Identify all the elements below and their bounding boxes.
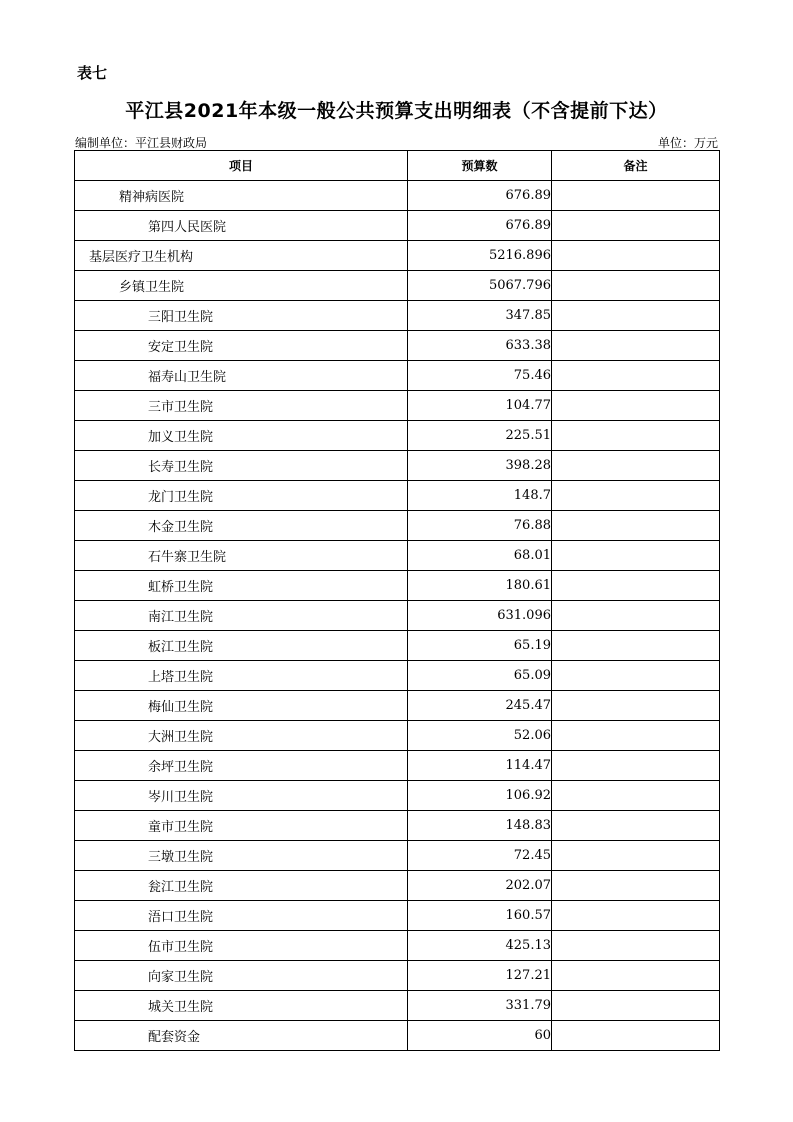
row-item-name: 向家卫生院 [75, 961, 408, 991]
row-amount: 148.7 [408, 481, 552, 511]
table-row [75, 331, 720, 361]
table-row [75, 361, 720, 391]
row-remark [552, 961, 720, 991]
table-row [75, 451, 720, 481]
row-remark [552, 991, 720, 1021]
table-row [75, 571, 720, 601]
row-remark [552, 901, 720, 931]
row-item-name: 南江卫生院 [75, 601, 408, 631]
row-item-name: 三阳卫生院 [75, 301, 408, 331]
row-item-name: 板江卫生院 [75, 631, 408, 661]
row-remark [552, 631, 720, 661]
row-amount: 676.89 [408, 181, 552, 211]
table-row [75, 481, 720, 511]
row-amount: 398.28 [408, 451, 552, 481]
table-meta [75, 134, 718, 150]
column-header-amount: 预算数 [408, 151, 552, 181]
row-remark [552, 361, 720, 391]
row-remark [552, 301, 720, 331]
row-item-name: 余坪卫生院 [75, 751, 408, 781]
row-remark [552, 181, 720, 211]
table-row [75, 181, 720, 211]
row-amount: 631.096 [408, 601, 552, 631]
row-amount: 347.85 [408, 301, 552, 331]
row-remark [552, 1021, 720, 1051]
currency-unit: 单位：万元 [657, 136, 718, 150]
row-item-name: 虹桥卫生院 [75, 571, 408, 601]
row-item-name: 上塔卫生院 [75, 661, 408, 691]
row-amount: 60 [408, 1021, 552, 1051]
table-body [75, 181, 720, 1051]
column-header-remark: 备注 [552, 151, 720, 181]
row-item-name: 乡镇卫生院 [75, 271, 408, 301]
row-amount: 75.46 [408, 361, 552, 391]
row-remark [552, 811, 720, 841]
row-amount: 160.57 [408, 901, 552, 931]
table-row [75, 901, 720, 931]
row-item-name: 三墩卫生院 [75, 841, 408, 871]
table-row [75, 691, 720, 721]
budget-table [74, 150, 720, 1051]
row-amount: 245.47 [408, 691, 552, 721]
row-amount: 106.92 [408, 781, 552, 811]
row-remark [552, 841, 720, 871]
row-remark [552, 721, 720, 751]
compiling-unit: 编制单位：平江县财政局 [75, 136, 208, 150]
table-row [75, 541, 720, 571]
row-item-name: 大洲卫生院 [75, 721, 408, 751]
row-item-name: 岑川卫生院 [75, 781, 408, 811]
row-item-name: 配套资金 [75, 1021, 408, 1051]
table-row [75, 211, 720, 241]
row-amount: 425.13 [408, 931, 552, 961]
row-amount: 5216.896 [408, 241, 552, 271]
row-amount: 633.38 [408, 331, 552, 361]
row-item-name: 伍市卫生院 [75, 931, 408, 961]
table-row [75, 271, 720, 301]
row-amount: 65.09 [408, 661, 552, 691]
row-item-name: 瓮江卫生院 [75, 871, 408, 901]
row-remark [552, 421, 720, 451]
row-amount: 104.77 [408, 391, 552, 421]
row-remark [552, 331, 720, 361]
row-remark [552, 931, 720, 961]
row-amount: 331.79 [408, 991, 552, 1021]
row-item-name: 加义卫生院 [75, 421, 408, 451]
row-remark [552, 511, 720, 541]
row-item-name: 城关卫生院 [75, 991, 408, 1021]
row-amount: 148.83 [408, 811, 552, 841]
column-header-item: 项目 [75, 151, 408, 181]
row-remark [552, 601, 720, 631]
row-item-name: 三市卫生院 [75, 391, 408, 421]
row-remark [552, 781, 720, 811]
row-amount: 202.07 [408, 871, 552, 901]
table-row [75, 871, 720, 901]
table-row [75, 811, 720, 841]
table-row [75, 241, 720, 271]
row-amount: 52.06 [408, 721, 552, 751]
row-amount: 225.51 [408, 421, 552, 451]
row-remark [552, 541, 720, 571]
table-row [75, 601, 720, 631]
row-remark [552, 211, 720, 241]
row-item-name: 福寿山卫生院 [75, 361, 408, 391]
row-item-name: 浯口卫生院 [75, 901, 408, 931]
document-title: 平江县2021年本级一般公共预算支出明细表（不含提前下达） [125, 100, 668, 122]
table-row [75, 661, 720, 691]
table-row [75, 511, 720, 541]
row-item-name: 精神病医院 [75, 181, 408, 211]
row-remark [552, 391, 720, 421]
table-header-row [75, 151, 720, 181]
row-remark [552, 241, 720, 271]
row-remark [552, 661, 720, 691]
table-row [75, 781, 720, 811]
row-item-name: 长寿卫生院 [75, 451, 408, 481]
table-row [75, 301, 720, 331]
table-row [75, 721, 720, 751]
table-row [75, 751, 720, 781]
row-amount: 5067.796 [408, 271, 552, 301]
row-item-name: 第四人民医院 [75, 211, 408, 241]
table-row [75, 961, 720, 991]
row-remark [552, 871, 720, 901]
row-item-name: 龙门卫生院 [75, 481, 408, 511]
row-amount: 676.89 [408, 211, 552, 241]
row-remark [552, 451, 720, 481]
row-amount: 76.88 [408, 511, 552, 541]
row-item-name: 基层医疗卫生机构 [75, 241, 408, 271]
row-amount: 72.45 [408, 841, 552, 871]
table-row [75, 1021, 720, 1051]
row-item-name: 梅仙卫生院 [75, 691, 408, 721]
row-remark [552, 571, 720, 601]
row-amount: 114.47 [408, 751, 552, 781]
row-item-name: 童市卫生院 [75, 811, 408, 841]
row-remark [552, 481, 720, 511]
row-remark [552, 271, 720, 301]
table-number-label: 表七 [77, 64, 108, 82]
row-remark [552, 691, 720, 721]
row-amount: 127.21 [408, 961, 552, 991]
row-item-name: 安定卫生院 [75, 331, 408, 361]
table-row [75, 991, 720, 1021]
table-row [75, 631, 720, 661]
row-item-name: 木金卫生院 [75, 511, 408, 541]
table-row [75, 841, 720, 871]
row-amount: 68.01 [408, 541, 552, 571]
table-row [75, 421, 720, 451]
table-row [75, 391, 720, 421]
table-row [75, 931, 720, 961]
row-amount: 180.61 [408, 571, 552, 601]
row-amount: 65.19 [408, 631, 552, 661]
row-remark [552, 751, 720, 781]
row-item-name: 石牛寨卫生院 [75, 541, 408, 571]
